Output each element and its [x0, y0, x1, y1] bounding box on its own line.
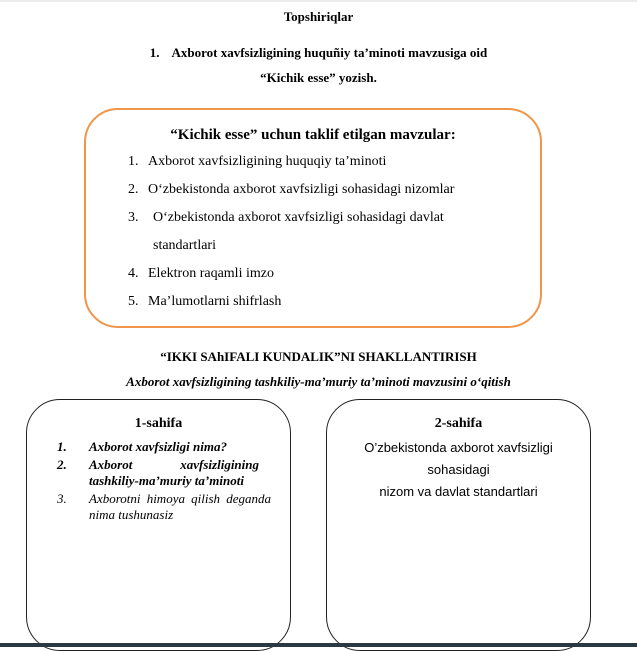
page-title: Topshiriqlar	[283, 9, 354, 24]
item-text: O‘zbekistonda axborot xavfsizligi sohasidagi davlat standartlari	[153, 210, 444, 253]
list-item	[57, 491, 271, 523]
item-text: Axborot xavfsizligi nima?	[89, 439, 227, 454]
task-line-1	[0, 40, 637, 65]
task-number: 1.	[149, 45, 160, 60]
section-subtitle: Axborot xavfsizligining tashkiliy-ma’muriy ta’minoti mavzusini o‘qitish	[126, 374, 511, 389]
page-2-title: 2-sahifa	[434, 416, 483, 431]
list-item	[128, 148, 528, 176]
item-text: Axborotni himoya qilish deganda nima tushunasiz	[89, 491, 271, 522]
top-edge	[0, 0, 637, 2]
item-number: 1.	[128, 154, 139, 169]
item-number: 3.	[128, 210, 139, 225]
section-title: “IKKI SAhIFALI KUNDALIK”NI SHAKLLANTIRISH	[160, 349, 477, 364]
item-text: Axborot xavfsizligining huquqiy ta’minoti	[148, 154, 387, 169]
page-1-title: 1-sahifa	[134, 416, 183, 431]
page-2-line-1: O’zbekistonda axborot xavfsizligi	[364, 440, 553, 455]
item-text: Elektron raqamli imzo	[148, 266, 274, 281]
task-line-2: “Kichik esse” yozish.	[260, 70, 377, 85]
list-item	[57, 439, 271, 455]
item-number: 2.	[57, 457, 67, 472]
item-number: 1.	[57, 439, 67, 454]
list-item	[128, 260, 528, 288]
task-text-1: Axborot xavfsizligining huquñiy ta’minoti mavzusiga oid	[171, 45, 488, 60]
list-item	[57, 457, 271, 489]
essay-topics-list	[128, 148, 528, 316]
item-number: 5.	[128, 294, 139, 309]
essay-topics-box	[84, 108, 542, 328]
list-item	[128, 288, 528, 316]
page-2-line-2: sohasidagi	[427, 462, 490, 477]
page-2-line-3: nizom va davlat standartlari	[379, 484, 538, 499]
page-2-text	[327, 437, 590, 503]
item-text: Ma’lumotlarni shifrlash	[148, 294, 282, 309]
essay-topics-heading: “Kichik esse” uchun taklif etilgan mavzular:	[170, 127, 456, 143]
page-2-box	[326, 399, 591, 651]
page-1-questions	[57, 439, 271, 525]
task-1	[0, 40, 637, 90]
item-number: 3.	[57, 491, 67, 506]
item-number: 2.	[128, 182, 139, 197]
item-text: O‘zbekistonda axborot xavfsizligi sohasidagi nizomlar	[148, 182, 455, 197]
item-number: 4.	[128, 266, 139, 281]
list-item	[128, 204, 528, 260]
bottom-bar	[0, 643, 637, 647]
page-1-box	[26, 399, 291, 651]
item-text: Axborot xavfsizligining tashkiliy-ma’muriy ta’minoti	[89, 457, 259, 488]
list-item	[128, 176, 528, 204]
